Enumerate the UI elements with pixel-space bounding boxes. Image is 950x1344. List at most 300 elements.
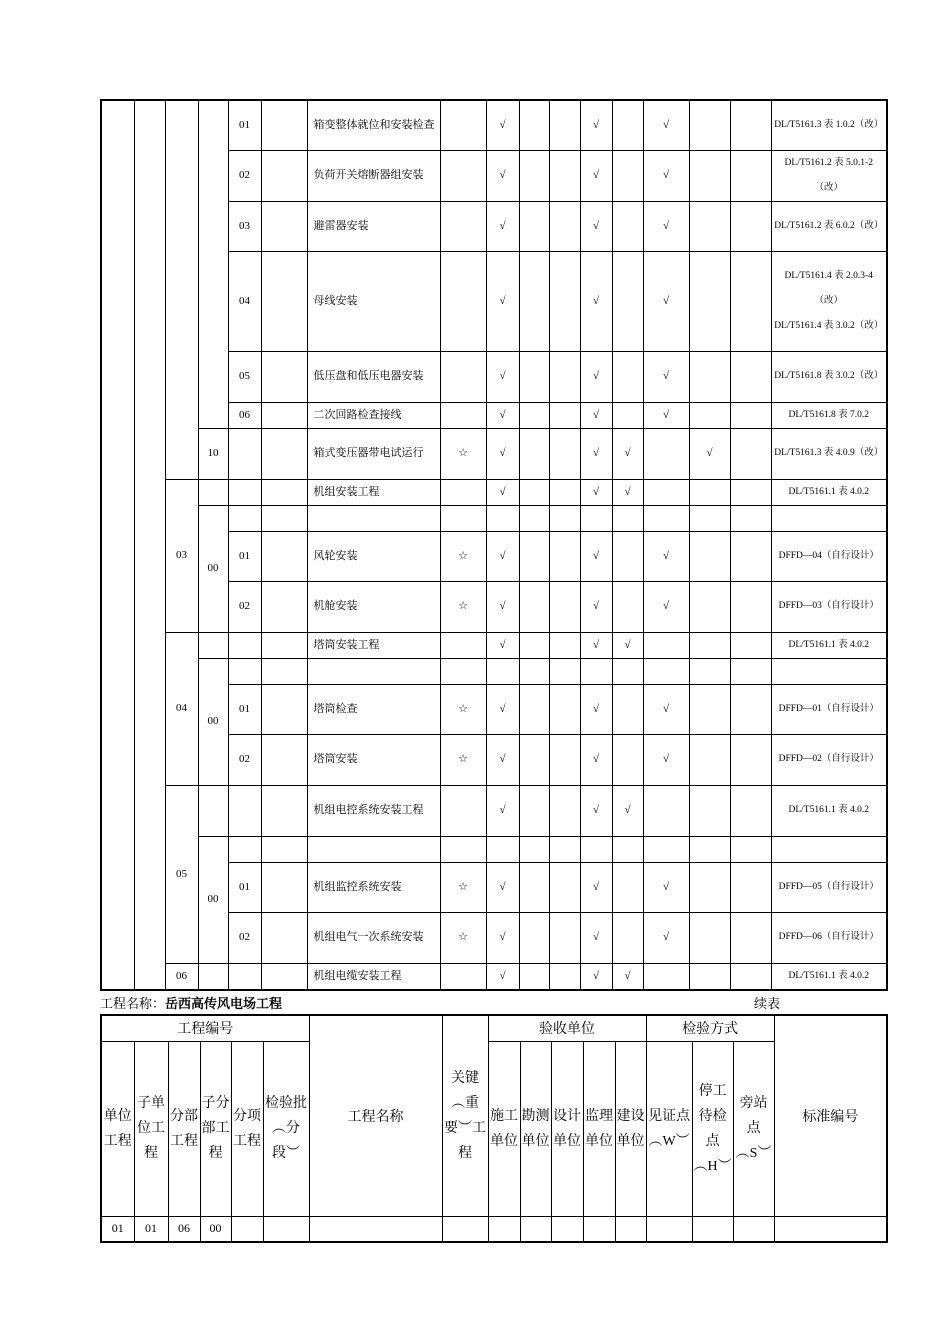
standby-cell [730, 531, 771, 581]
standby-cell [733, 1216, 774, 1242]
supervision-cell: √ [580, 100, 612, 150]
standard-text: DL/T5161.1 表 4.0.2 [788, 970, 869, 981]
key-project-cell [440, 201, 486, 251]
project-name-cell [307, 836, 440, 862]
standard-cell [771, 836, 887, 862]
sub-unit-project-header: 子单位工程 [134, 1041, 168, 1216]
inspection-lot-cell [261, 351, 307, 402]
hold-cell [689, 836, 730, 862]
owner-cell [612, 658, 643, 684]
design-cell [549, 734, 580, 785]
hold-cell [689, 632, 730, 658]
standby-cell [730, 836, 771, 862]
sub-part-project-cell [198, 963, 228, 990]
key-project-cell: ☆ [440, 912, 486, 963]
survey-cell [519, 428, 549, 479]
standby-cell [730, 862, 771, 912]
table-row [101, 658, 887, 684]
owner-cell: √ [612, 963, 643, 990]
survey-cell [519, 862, 549, 912]
item-project-cell [231, 1216, 263, 1242]
hold-cell [689, 479, 730, 505]
survey-cell [519, 201, 549, 251]
item-project-cell [228, 505, 261, 531]
item-project-cell [228, 658, 261, 684]
design-cell [549, 963, 580, 990]
item-project-cell: 01 [228, 684, 261, 734]
supervision-cell: √ [580, 734, 612, 785]
standard-text: DFFD—02（自行设计） [778, 754, 879, 764]
construction-cell: √ [486, 402, 519, 428]
table-caption [100, 993, 886, 1011]
key-project-header: 关键︵重要︶工程 [442, 1015, 488, 1216]
inspection-lot-cell [261, 100, 307, 150]
supervision-cell [580, 836, 612, 862]
project-name-cell: 机组电气一次系统安装 [307, 912, 440, 963]
owner-cell: √ [612, 428, 643, 479]
owner-cell [612, 150, 643, 201]
inspection-lot-cell [261, 658, 307, 684]
item-project-cell [228, 963, 261, 990]
table-row [101, 963, 887, 990]
standard-number-header: 标准编号 [774, 1015, 887, 1216]
inspection-method-header: 检验方式 [646, 1015, 774, 1041]
standard-cell [771, 734, 887, 785]
hold-cell [689, 505, 730, 531]
hold-cell [692, 1216, 733, 1242]
hold-cell [689, 912, 730, 963]
key-project-cell: ☆ [440, 428, 486, 479]
owner-cell [612, 100, 643, 150]
sub-part-project-cell: 00 [200, 1216, 231, 1242]
item-project-cell [228, 836, 261, 862]
key-project-cell: ☆ [440, 684, 486, 734]
owner-cell [612, 581, 643, 632]
survey-cell [519, 632, 549, 658]
standard-text: DL/T5161.8 表 7.0.2 [788, 409, 869, 420]
owner-cell [612, 684, 643, 734]
item-project-cell: 03 [228, 201, 261, 251]
survey-cell [519, 684, 549, 734]
supervision-cell [583, 1216, 615, 1242]
design-cell [549, 479, 580, 505]
hold-cell [689, 684, 730, 734]
supervision-cell: √ [580, 531, 612, 581]
design-cell [549, 402, 580, 428]
design-cell [551, 1216, 583, 1242]
owner-cell [612, 251, 643, 351]
sub-unit-project-cell [134, 100, 165, 990]
construction-cell: √ [486, 351, 519, 402]
item-project-cell: 02 [228, 581, 261, 632]
unit-project-cell [101, 100, 134, 990]
construction-cell: √ [486, 785, 519, 836]
hold-cell [689, 251, 730, 351]
sub-part-project-cell: 00 [198, 836, 228, 963]
supervision-cell [580, 658, 612, 684]
design-cell [549, 428, 580, 479]
survey-cell [519, 531, 549, 581]
owner-cell [612, 734, 643, 785]
standard-text: DFFD—05（自行设计） [778, 881, 879, 892]
inspection-lot-cell [261, 251, 307, 351]
item-project-cell [228, 785, 261, 836]
construction-unit-header: 施工单位 [488, 1041, 520, 1216]
hold-cell [689, 100, 730, 150]
witness-cell: √ [643, 531, 689, 581]
standard-cell [771, 201, 887, 251]
survey-cell [519, 150, 549, 201]
table-row [101, 785, 887, 836]
design-cell [549, 862, 580, 912]
acceptance-units-header: 验收单位 [488, 1015, 646, 1041]
supervision-cell: √ [580, 912, 612, 963]
key-project-cell: ☆ [440, 734, 486, 785]
standard-text: DFFD—06（自行设计） [778, 932, 879, 942]
key-project-cell [440, 785, 486, 836]
standard-text: DL/T5161.3 表 4.0.9（改） [774, 448, 884, 458]
key-project-cell: ☆ [440, 581, 486, 632]
project-name-header: 工程名称 [309, 1015, 442, 1216]
inspection-lot-cell [261, 402, 307, 428]
inspection-lot-cell [263, 1216, 309, 1242]
construction-cell: √ [486, 684, 519, 734]
owner-cell [612, 531, 643, 581]
item-project-cell: 05 [228, 351, 261, 402]
item-project-cell: 01 [228, 862, 261, 912]
supervision-cell: √ [580, 632, 612, 658]
standard-cell [771, 581, 887, 632]
standby-cell [730, 100, 771, 150]
item-project-cell: 04 [228, 251, 261, 351]
inspection-lot-cell [261, 428, 307, 479]
part-project-cell: 04 [165, 632, 198, 785]
project-name-cell: 避雷器安装 [307, 201, 440, 251]
item-project-cell: 02 [228, 734, 261, 785]
standard-text: DL/T5161.1 表 4.0.2 [788, 639, 869, 650]
standby-cell [730, 402, 771, 428]
construction-cell [486, 658, 519, 684]
design-cell [549, 505, 580, 531]
survey-cell [519, 581, 549, 632]
inspection-lot-cell [261, 862, 307, 912]
key-project-cell [440, 836, 486, 862]
hold-cell [689, 581, 730, 632]
key-project-cell [442, 1216, 488, 1242]
hold-cell [689, 963, 730, 990]
standby-cell [730, 428, 771, 479]
witness-cell [643, 963, 689, 990]
survey-unit-header: 勘测单位 [520, 1041, 551, 1216]
survey-cell [519, 963, 549, 990]
key-project-cell [440, 505, 486, 531]
sub-part-project-cell [198, 479, 228, 505]
project-name-cell: 箱变整体就位和安装检查 [307, 100, 440, 150]
owner-cell [612, 912, 643, 963]
hold-cell [689, 402, 730, 428]
design-cell [549, 150, 580, 201]
construction-cell: √ [486, 201, 519, 251]
standard-cell [771, 658, 887, 684]
item-project-cell: 06 [228, 402, 261, 428]
design-cell [549, 201, 580, 251]
survey-cell [519, 505, 549, 531]
standby-cell [730, 351, 771, 402]
standby-cell [730, 201, 771, 251]
supervision-unit-header: 监理单位 [583, 1041, 615, 1216]
sub-part-project-cell [198, 632, 228, 658]
project-name-cell: 机组电缆安装工程 [307, 963, 440, 990]
witness-point-header: 见证点︵W︶ [646, 1041, 692, 1216]
hold-cell [689, 150, 730, 201]
part-project-cell: 05 [165, 785, 198, 963]
witness-cell: √ [643, 402, 689, 428]
inspection-table-continued [100, 99, 888, 991]
construction-cell: √ [486, 632, 519, 658]
supervision-cell: √ [580, 684, 612, 734]
item-project-cell [228, 632, 261, 658]
standard-text: DL/T5161.2 表 6.0.2（改） [774, 220, 884, 231]
project-name-cell [307, 505, 440, 531]
standby-cell [730, 251, 771, 351]
inspection-lot-cell [261, 734, 307, 785]
key-project-cell [440, 479, 486, 505]
standard-cell [771, 428, 887, 479]
project-name-cell: 二次回路检查接线 [307, 402, 440, 428]
key-project-cell [440, 251, 486, 351]
standby-cell [730, 734, 771, 785]
inspection-lot-cell [261, 479, 307, 505]
project-name-cell: 塔筒安装工程 [307, 632, 440, 658]
sub-part-project-cell [198, 100, 228, 428]
project-name-cell: 负荷开关熔断器组安装 [307, 150, 440, 201]
sub-part-project-cell: 00 [198, 505, 228, 632]
item-project-cell: 02 [228, 912, 261, 963]
owner-cell [612, 836, 643, 862]
key-project-cell [440, 150, 486, 201]
sub-part-project-cell [198, 785, 228, 836]
construction-cell: √ [486, 479, 519, 505]
supervision-cell: √ [580, 479, 612, 505]
project-name-cell: 低压盘和低压电器安装 [307, 351, 440, 402]
sub-unit-project-cell: 01 [134, 1216, 168, 1242]
standby-cell [730, 963, 771, 990]
standard-cell [771, 251, 887, 351]
witness-cell [643, 658, 689, 684]
standard-text: DL/T5161.1 表 4.0.2 [788, 486, 869, 497]
item-project-header: 分项工程 [231, 1041, 263, 1216]
inspection-table-header [100, 1014, 888, 1243]
item-project-cell: 02 [228, 150, 261, 201]
part-project-cell: 06 [168, 1216, 200, 1242]
witness-cell [643, 785, 689, 836]
supervision-cell: √ [580, 150, 612, 201]
item-project-cell: 01 [228, 100, 261, 150]
supervision-cell: √ [580, 862, 612, 912]
inspection-lot-cell [261, 150, 307, 201]
inspection-lot-header: 检验批︵分段︶ [263, 1041, 309, 1216]
key-project-cell: ☆ [440, 862, 486, 912]
supervision-cell: √ [580, 785, 612, 836]
standby-cell [730, 912, 771, 963]
project-name-cell: 塔筒安装 [307, 734, 440, 785]
design-cell [549, 836, 580, 862]
design-cell [549, 581, 580, 632]
inspection-lot-cell [261, 785, 307, 836]
owner-cell [615, 1216, 646, 1242]
survey-cell [519, 351, 549, 402]
hold-cell [689, 351, 730, 402]
witness-cell: √ [643, 100, 689, 150]
design-unit-header: 设计单位 [551, 1041, 583, 1216]
inspection-lot-cell [261, 531, 307, 581]
construction-cell: √ [486, 862, 519, 912]
owner-cell: √ [612, 632, 643, 658]
key-project-cell [440, 658, 486, 684]
standby-cell [730, 505, 771, 531]
project-code-header: 工程编号 [101, 1015, 309, 1041]
inspection-lot-cell [261, 201, 307, 251]
survey-cell [519, 402, 549, 428]
witness-cell: √ [643, 862, 689, 912]
hold-cell: √ [689, 428, 730, 479]
project-name-cell: 塔筒检查 [307, 684, 440, 734]
table-row [101, 479, 887, 505]
project-name-cell: 母线安装 [307, 251, 440, 351]
standard-text: DL/T5161.1 表 4.0.2 [788, 805, 869, 815]
standard-cell [771, 862, 887, 912]
construction-cell: √ [486, 428, 519, 479]
witness-cell: √ [643, 201, 689, 251]
sub-part-project-header: 子分部工程 [200, 1041, 231, 1216]
project-name-cell [309, 1216, 442, 1242]
item-project-cell: 01 [228, 531, 261, 581]
project-name-cell: 机组安装工程 [307, 479, 440, 505]
standard-cell [771, 150, 887, 201]
key-project-cell [440, 351, 486, 402]
hold-cell [689, 785, 730, 836]
hold-cell [689, 531, 730, 581]
owner-cell [612, 351, 643, 402]
project-name-cell [307, 658, 440, 684]
supervision-cell: √ [580, 402, 612, 428]
table-row [101, 505, 887, 531]
construction-cell: √ [486, 251, 519, 351]
hold-cell [689, 734, 730, 785]
project-name-cell: 机组监控系统安装 [307, 862, 440, 912]
construction-cell: √ [486, 531, 519, 581]
survey-cell [519, 836, 549, 862]
table-row [101, 836, 887, 862]
survey-cell [520, 1216, 551, 1242]
witness-cell [643, 632, 689, 658]
table-row [101, 100, 887, 150]
design-cell [549, 658, 580, 684]
project-name-cell: 机组电控系统安装工程 [307, 785, 440, 836]
inspection-lot-cell [261, 684, 307, 734]
standard-cell [771, 351, 887, 402]
standard-cell [771, 912, 887, 963]
table-row [101, 428, 887, 479]
standby-cell [730, 632, 771, 658]
standard-text-2: DL/T5161.4 表 3.0.2（改） [774, 320, 884, 331]
owner-cell [612, 201, 643, 251]
standard-cell [771, 402, 887, 428]
inspection-lot-cell [261, 836, 307, 862]
witness-cell [643, 836, 689, 862]
key-project-cell: ☆ [440, 531, 486, 581]
witness-cell: √ [643, 912, 689, 963]
supervision-cell [580, 505, 612, 531]
inspection-lot-cell [261, 912, 307, 963]
inspection-lot-cell [261, 632, 307, 658]
standby-cell [730, 684, 771, 734]
project-name-cell: 箱式变压器带电试运行 [307, 428, 440, 479]
owner-cell [612, 505, 643, 531]
survey-cell [519, 100, 549, 150]
key-project-cell [440, 100, 486, 150]
part-project-header: 分部工程 [168, 1041, 200, 1216]
witness-cell: √ [643, 581, 689, 632]
construction-cell [488, 1216, 520, 1242]
key-project-cell [440, 963, 486, 990]
design-cell [549, 632, 580, 658]
construction-cell: √ [486, 963, 519, 990]
sub-part-project-cell: 10 [198, 428, 228, 479]
witness-cell: √ [643, 684, 689, 734]
standard-cell [771, 531, 887, 581]
standard-text: DL/T5161.4 表 2.0.3-4（改） [784, 270, 873, 306]
standard-cell [771, 479, 887, 505]
supervision-cell: √ [580, 251, 612, 351]
standard-cell [774, 1216, 887, 1242]
supervision-cell: √ [580, 201, 612, 251]
witness-cell: √ [643, 734, 689, 785]
standby-cell [730, 785, 771, 836]
construction-cell: √ [486, 912, 519, 963]
standard-text: DL/T5161.8 表 3.0.2（改） [774, 371, 884, 381]
survey-cell [519, 734, 549, 785]
standby-point-header: 旁站点︵S︶ [733, 1041, 774, 1216]
owner-cell [612, 402, 643, 428]
item-project-cell [228, 479, 261, 505]
inspection-lot-cell [261, 963, 307, 990]
witness-cell: √ [643, 251, 689, 351]
design-cell [549, 684, 580, 734]
design-cell [549, 785, 580, 836]
owner-cell [612, 862, 643, 912]
construction-cell: √ [486, 150, 519, 201]
standard-cell [771, 785, 887, 836]
inspection-lot-cell [261, 581, 307, 632]
table-row [101, 1216, 887, 1242]
survey-cell [519, 658, 549, 684]
design-cell [549, 531, 580, 581]
witness-cell: √ [643, 351, 689, 402]
standby-cell [730, 479, 771, 505]
witness-cell [643, 479, 689, 505]
unit-project-header: 单位工程 [101, 1041, 134, 1216]
witness-cell [643, 505, 689, 531]
construction-cell: √ [486, 734, 519, 785]
part-project-cell [165, 100, 198, 479]
survey-cell [519, 785, 549, 836]
witness-cell [643, 428, 689, 479]
design-cell [549, 351, 580, 402]
supervision-cell: √ [580, 963, 612, 990]
project-name-cell: 风轮安装 [307, 531, 440, 581]
standby-cell [730, 581, 771, 632]
